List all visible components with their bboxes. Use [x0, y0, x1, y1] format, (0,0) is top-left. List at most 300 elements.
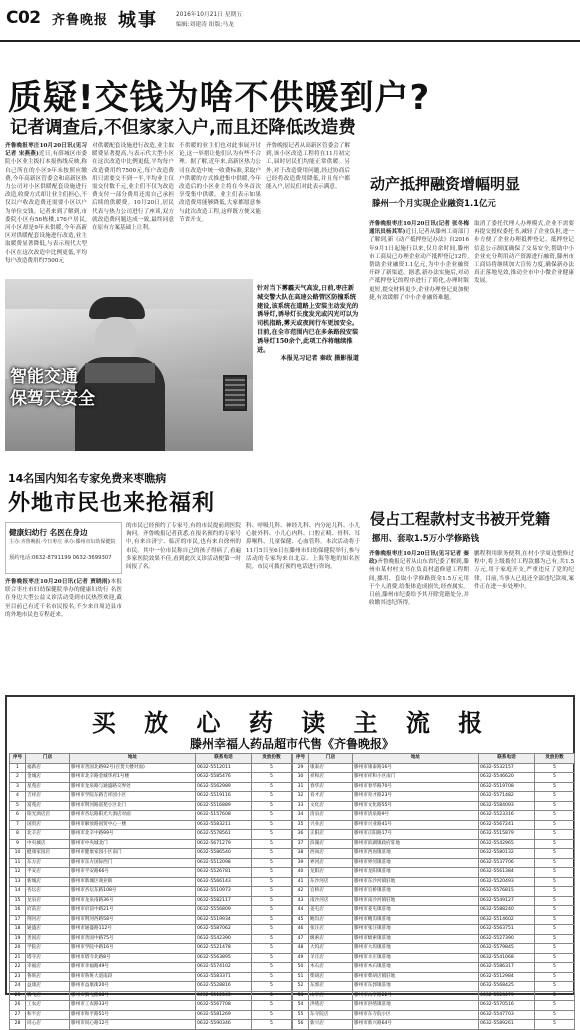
- store-address: 滕州市荆河路富苑小区北门: [70, 801, 196, 811]
- store-count: 5: [252, 887, 292, 897]
- store-row: [293, 934, 575, 944]
- store-count: 5: [252, 839, 292, 849]
- store-address: 滕州市工农路33号: [70, 1001, 196, 1011]
- store-name: 通盛店: [26, 925, 70, 935]
- col-header-count: 发放份数: [535, 754, 575, 764]
- store-row: [293, 877, 575, 887]
- photo-caption-body: 针对当下雾霾天气高发,日前,枣庄新城交警大队在高速公路管区防撞系统建设,该系统在道路上安装主动发光的诱导灯,诱导灯长度发光或闪光可以为司机指路,雾天或夜间行车更加安全。目前,在全市范围内已在多条路段安装诱导灯150余个,此项工作将继续推进。: [257, 285, 359, 354]
- store-count: 5: [535, 896, 575, 906]
- store-name: 新城店: [26, 877, 70, 887]
- store-no: 34: [293, 811, 309, 821]
- store-count: 5: [252, 849, 292, 859]
- store-no: 14: [10, 887, 26, 897]
- right-story1-lead: 齐鲁晚报枣庄10月20日讯(记者 张冬梅 通讯员杨其军): [369, 221, 469, 236]
- pharmacy-ad: [5, 695, 575, 1026]
- store-count: 5: [535, 811, 575, 821]
- store-phone: 0632-5546620: [479, 773, 535, 783]
- store-no: 22: [10, 963, 26, 973]
- store-name: 羊庄店: [309, 953, 353, 963]
- store-phone: 0632-5586317: [479, 963, 535, 973]
- store-no: 12: [10, 868, 26, 878]
- store-no: 47: [293, 934, 309, 944]
- store-no: 33: [293, 801, 309, 811]
- store-row: [293, 868, 575, 878]
- store-row: [10, 915, 292, 925]
- store-name: 龙泉店: [26, 896, 70, 906]
- store-no: 42: [293, 887, 309, 897]
- store-count: 5: [252, 877, 292, 887]
- store-no: 28: [10, 1020, 26, 1030]
- store-count: 5: [535, 763, 575, 773]
- store-phone: 0632-5519708: [479, 782, 535, 792]
- store-name: 东沙河店: [309, 877, 353, 887]
- store-name: 山亭店: [309, 991, 353, 1001]
- store-phone: 0632-5568425: [479, 982, 535, 992]
- store-phone: 0632-5580132: [479, 849, 535, 859]
- store-phone: 0632-5567708: [196, 1001, 252, 1011]
- ad-subtitle: 滕州幸福人药品超市代售《齐鲁晚报》: [189, 737, 394, 751]
- store-phone: 0632-5567241: [479, 820, 535, 830]
- store-name: 东寺院店: [309, 1010, 353, 1020]
- store-row: [10, 1020, 292, 1030]
- col-header-phone: 联系电话: [196, 754, 252, 764]
- store-row: [293, 763, 575, 773]
- store-name: 兴业店: [309, 820, 353, 830]
- store-address: 滕州市祥和小区南门: [353, 773, 479, 783]
- store-address: 滕州市东沙河镇驻地: [353, 877, 479, 887]
- store-name: 官桥店: [309, 887, 353, 897]
- store-count: 5: [535, 944, 575, 954]
- col-header-count: 发放份数: [252, 754, 292, 764]
- store-no: 16: [10, 906, 26, 916]
- store-address: 滕州市山亭路22号: [353, 991, 479, 1001]
- store-no: 10: [10, 849, 26, 859]
- store-no: 40: [293, 868, 309, 878]
- store-address: 滕州市龙泉南路36号: [70, 896, 196, 906]
- store-address: 滕州市张汪镇驻地: [353, 925, 479, 935]
- store-row: [10, 858, 292, 868]
- store-address: 滕州市同心路12号: [70, 1020, 196, 1030]
- event-box-organizer: 主办:齐鲁晚报·今日枣庄 承办:滕州市妇幼保健院: [9, 539, 116, 545]
- store-name: 滨湖店: [309, 839, 353, 849]
- col-header-store: 门店: [309, 754, 353, 764]
- store-no: 9: [10, 839, 26, 849]
- store-no: 25: [10, 991, 26, 1001]
- store-name: 杏坛店: [26, 887, 70, 897]
- store-count: 5: [252, 953, 292, 963]
- store-address: 滕州市学院东路吉祥园小区: [70, 792, 196, 802]
- store-name: 鲁班店: [26, 972, 70, 982]
- store-no: 38: [293, 849, 309, 859]
- store-no: 18: [10, 925, 26, 935]
- store-phone: 0632-5590346: [196, 1020, 252, 1030]
- store-count: 5: [252, 782, 292, 792]
- masthead: [0, 0, 580, 42]
- store-phone: 0632-5532157: [479, 763, 535, 773]
- store-row: [293, 944, 575, 954]
- event-box-title: 健康妇幼行 名医在身边: [9, 528, 88, 537]
- right-story2-col2: 鹏程利用职务便利,在村小学周边整修过程中,将上级拨付工程款挪为己有,共1.5万元,用于家庭开支,严重违反了党的纪律。目前,当事人已退还全部违纪款项,案件正在进一步处理中。: [474, 551, 574, 590]
- store-phone: 0632-5571482: [479, 792, 535, 802]
- store-row: [293, 773, 575, 783]
- store-name: 学院店: [26, 944, 70, 954]
- store-name: 级索店: [309, 934, 353, 944]
- store-count: 5: [252, 1020, 292, 1030]
- store-row: [10, 773, 292, 783]
- store-no: 52: [293, 982, 309, 992]
- store-no: 54: [293, 1001, 309, 1011]
- store-count: 5: [252, 991, 292, 1001]
- store-phone: 0632-5566143: [196, 877, 252, 887]
- photo-big-caption: [10, 366, 95, 410]
- store-phone: 0632-5157608: [196, 811, 252, 821]
- editor-line: 编辑:刘建涛 组版:马龙: [176, 22, 234, 28]
- store-name: 育才店: [309, 792, 353, 802]
- right-story1-subheadline: 滕州一个月实现企业融资1.1亿元: [372, 198, 496, 208]
- store-address: 滕州市柴胡店镇驻地: [353, 972, 479, 982]
- story2-headline: 外地市民也来抢福利: [8, 491, 216, 516]
- story2-col2: 的市民已经预约了专家号,有的市民提前到医院询问。齐鲁晚报记者获悉,在报名预约的专家号中,有来自济宁、临沂的市民,也有来自徐州的市民。其中一位市民称自己的孩子得病了,看遍多家医院效果不佳,看到此次义诊活动便第一时间报了名。: [126, 523, 241, 571]
- store-count: 5: [252, 915, 292, 925]
- store-row: [10, 792, 292, 802]
- store-no: 6: [10, 811, 26, 821]
- store-no: 46: [293, 925, 309, 935]
- store-address: 滕州市北辛路金城华府1号楼: [70, 773, 196, 783]
- store-phone: 0632-5527390: [479, 934, 535, 944]
- store-phone: 0632-5510973: [196, 887, 252, 897]
- store-no: 36: [293, 830, 309, 840]
- store-no: 8: [10, 830, 26, 840]
- store-address: 滕州市学院中路16号: [70, 944, 196, 954]
- store-address: 滕州市杏坛路阳光大酒店对面: [70, 811, 196, 821]
- store-row: [293, 839, 575, 849]
- store-count: 5: [535, 991, 575, 1001]
- store-phone: 0632-5581269: [196, 1010, 252, 1020]
- store-count: 5: [535, 982, 575, 992]
- store-count: 5: [535, 877, 575, 887]
- main-story-col1: [5, 142, 87, 276]
- store-row: [293, 1020, 575, 1030]
- store-count: 5: [535, 773, 575, 783]
- store-phone: 0632-5587062: [196, 925, 252, 935]
- store-address: 滕州市康泰路16号: [353, 763, 479, 773]
- store-no: 7: [10, 820, 26, 830]
- store-count: 5: [252, 934, 292, 944]
- store-no: 37: [293, 839, 309, 849]
- ad-title: 买 放 心 药 读 主 流 报: [91, 709, 493, 737]
- right-story2-col1: [369, 550, 469, 688]
- store-no: 26: [10, 1001, 26, 1011]
- photo-caption: [257, 285, 359, 364]
- store-phone: 0632-5562989: [196, 782, 252, 792]
- store-phone: 0632-5671279: [196, 839, 252, 849]
- store-name: 吉祥店: [26, 792, 70, 802]
- store-name: 福新店: [26, 763, 70, 773]
- store-address: 滕州市级索镇驻地: [353, 934, 479, 944]
- store-row: [10, 811, 292, 821]
- store-no: 19: [10, 934, 26, 944]
- store-count: 5: [535, 820, 575, 830]
- store-row: [10, 1001, 292, 1011]
- store-no: 4: [10, 792, 26, 802]
- store-no: 2: [10, 773, 26, 783]
- store-address: 滕州市平安路66号: [70, 868, 196, 878]
- store-no: 39: [293, 858, 309, 868]
- story2-kicker: 14名国内知名专家免费来枣瞧病: [8, 472, 167, 485]
- store-no: 29: [293, 763, 309, 773]
- store-address: 滕州市文化路55号: [353, 801, 479, 811]
- store-name: 正阳店: [309, 830, 353, 840]
- store-row: [10, 934, 292, 944]
- store-count: 5: [535, 839, 575, 849]
- store-address: 滕州市界河镇驻地: [353, 858, 479, 868]
- store-count: 5: [535, 963, 575, 973]
- store-address: 滕州市新城区商业街: [70, 877, 196, 887]
- store-address: 滕州市腾飞路88号: [70, 991, 196, 1001]
- store-row: [10, 1010, 292, 1020]
- store-row: [293, 906, 575, 916]
- store-phone: 0632-5570516: [479, 1001, 535, 1011]
- store-row: [293, 1001, 575, 1011]
- store-name: 春华店: [309, 782, 353, 792]
- store-address: 滕州市姜屯镇驻地: [353, 906, 479, 916]
- store-address: 滕州市木石镇驻地: [353, 963, 479, 973]
- store-row: [293, 982, 575, 992]
- store-no: 20: [10, 944, 26, 954]
- store-name: 新兴店: [309, 1020, 353, 1030]
- section-name: 城事: [118, 10, 158, 31]
- store-name: 北辛店: [26, 830, 70, 840]
- store-phone: 0632-5579845: [479, 944, 535, 954]
- store-address: 滕州市洪绪镇驻地: [353, 1001, 479, 1011]
- store-count: 5: [535, 830, 575, 840]
- store-row: [10, 944, 292, 954]
- store-count: 5: [535, 1010, 575, 1020]
- store-no: 55: [293, 1010, 309, 1020]
- store-row: [293, 830, 575, 840]
- main-story-col1-text: 近日,有薛城区市委院小区业主拨打本报热线反映,称自己所在的小区9年未按照应缴费,今年高新区管委会和高新区热力公司对小区供暖配套设施进行改造,收费方式却让业主们担心,不仅以户收改造费还需要小区以户为单位交钱。记者来到了解到,市委院小区有56栋楼,176户居民,河小区却是9年未供暖,今年高新区对供暖配套设施进行改造,业主取暖费显著降低,与表示现代大型小区在这次改造中比例更低,平均每户改造费用约7500元: [5, 151, 87, 264]
- store-count: 5: [252, 773, 292, 783]
- store-phone: 0632-5541068: [479, 953, 535, 963]
- store-name: 文化店: [309, 801, 353, 811]
- store-count: 5: [535, 801, 575, 811]
- right-story2-subheadline: 挪用、套取1.5万小学修路钱: [372, 533, 479, 543]
- store-count: 5: [252, 811, 292, 821]
- store-row: [293, 972, 575, 982]
- store-count: 5: [252, 792, 292, 802]
- store-phone: 0632-5523316: [479, 811, 535, 821]
- store-address: 滕州市西岗镇驻地: [353, 849, 479, 859]
- store-address: 滕州市健康家园小区南门: [70, 849, 196, 859]
- store-count: 5: [535, 1020, 575, 1030]
- store-count: 5: [252, 896, 292, 906]
- store-name: 国贸店: [26, 820, 70, 830]
- col-header-address: 地址: [353, 754, 479, 764]
- store-phone: 0632-5586540: [196, 849, 252, 859]
- date-line: 2016年10月21日 星期五: [176, 12, 243, 18]
- store-name: 和平店: [26, 1010, 70, 1020]
- store-name: 康泰店: [309, 763, 353, 773]
- store-count: 5: [535, 925, 575, 935]
- store-count: 5: [252, 944, 292, 954]
- col-header-address: 地址: [70, 754, 196, 764]
- store-name: 鲍沟店: [309, 915, 353, 925]
- store-name: 平安店: [26, 868, 70, 878]
- main-story-col3: 不供暖的业主们也对此事展开讨论,这一举措让他们认为有些不合理。据了解,近年来,高新区热力公司在改造中统一收费标准,采取户户供暖的方式推进集中供暖,今年改造后的小区业主将在今冬首次享受集中供暖。业主们表示如果改造费用能够降低,大家都愿意参与此次改造工程,这样既方便又能节省开支。: [179, 143, 261, 223]
- store-row: [293, 925, 575, 935]
- store-address: 滕州市荆河西路58号: [70, 915, 196, 925]
- main-story-lead: 齐鲁晚报枣庄10月20日讯(见习记者 宋燕燕): [5, 143, 87, 158]
- store-phone: 0632-5576815: [479, 887, 535, 897]
- store-name: 中央城店: [26, 839, 70, 849]
- main-story-col2: 对供暖配套设施进行改造,业主取暖费显著提高,与表示代大型小区在这次改造中比例更低,平均每户改造费用约7500元,每户改造费用只需要交不到一半,平均业主仅需交付数千元,业主们不仅为改造费支付一部分费用还需自己承担后续的供暖费。10月20日,居民代表与热力公司进行了座谈,双方就改造费问题达成一致,最终同意在原有方案基础上让利。: [92, 143, 174, 232]
- store-count: 5: [535, 906, 575, 916]
- store-name: 柴胡店: [309, 972, 353, 982]
- store-count: 5: [535, 868, 575, 878]
- story2-col1-text: 本报联合枣庄市妇幼保健院举办的健康妇幼行 名医在身边大型公益义诊活动受到市民热烈欢迎,截至目前已有近千名市民报名,不少来自周边县市的外地市民也专程赶来。: [5, 579, 122, 618]
- main-headline: 质疑!交钱为啥不供暖到户?: [8, 78, 431, 118]
- store-no: 17: [10, 915, 26, 925]
- store-row: [293, 801, 575, 811]
- store-row: [10, 982, 292, 992]
- col-header-no: 序号: [10, 754, 26, 764]
- store-count: 5: [252, 972, 292, 982]
- photo-big-caption-text: 智能交通 保驾天安全: [10, 367, 95, 409]
- paper-logo: 齐鲁晚报: [52, 13, 109, 28]
- store-address: 滕州市善国北路92号(百货大楼对面): [70, 763, 196, 773]
- store-address: 滕州市塔寺北路8号: [70, 953, 196, 963]
- store-count: 5: [535, 849, 575, 859]
- right-story1-col2: 取消了委托代理人办理模式,企业不需要再提交授权委托书,减轻了企业负担,进一步方便了企业办理抵押登记。抵押登记信息公示制度确保了交易安全,帮助中小企业充分利用动产资源进行融资,滕州市工商局将继续加大宣传力度,确保新办法真正落地见效,推动全市中小微企业健康发展。: [474, 221, 574, 285]
- store-phone: 0632-5512543: [196, 991, 252, 1001]
- store-address: 滕州市育才路23号: [353, 792, 479, 802]
- store-count: 5: [535, 915, 575, 925]
- store-count: 5: [535, 972, 575, 982]
- store-phone: 0632-5563751: [479, 925, 535, 935]
- store-row: [293, 782, 575, 792]
- store-address: 滕州市和平路51号: [70, 1010, 196, 1020]
- store-count: 5: [252, 925, 292, 935]
- store-name: 府前店: [26, 906, 70, 916]
- store-address: 滕州市益康街20号: [70, 982, 196, 992]
- store-no: 48: [293, 944, 309, 954]
- store-phone: 0632-5588240: [479, 906, 535, 916]
- store-phone: 0632-5514602: [479, 915, 535, 925]
- store-no: 30: [293, 773, 309, 783]
- store-count: 5: [252, 868, 292, 878]
- store-row: [293, 792, 575, 802]
- store-row: [10, 906, 292, 916]
- store-table-right: [292, 753, 575, 1030]
- store-name: 金城店: [26, 773, 70, 783]
- store-address: 滕州市清泉路9号: [353, 811, 479, 821]
- store-name: 阳光酒店店: [26, 811, 70, 821]
- store-phone: 0632-5574102: [196, 963, 252, 973]
- store-no: 11: [10, 858, 26, 868]
- store-phone: 0632-5556809: [196, 906, 252, 916]
- store-name: 荆河店: [26, 915, 70, 925]
- store-address: 滕州市正阳路17号: [353, 830, 479, 840]
- store-address: 滕州市通盛路112号: [70, 925, 196, 935]
- store-name: 善国店: [26, 934, 70, 944]
- store-name: 东郭店: [309, 982, 353, 992]
- event-info-box: [5, 522, 122, 574]
- store-row: [293, 915, 575, 925]
- store-name: 西岗店: [309, 849, 353, 859]
- store-count: 5: [535, 858, 575, 868]
- store-name: 木石店: [309, 963, 353, 973]
- store-name: 界河店: [309, 858, 353, 868]
- store-address: 滕州市大坞镇驻地: [353, 944, 479, 954]
- store-name: 洪绪店: [309, 1001, 353, 1011]
- store-name: 富苑店: [26, 801, 70, 811]
- store-phone: 0632-5526781: [196, 868, 252, 878]
- main-story-col4: 齐鲁晚报记者从高新区管委会了解到,该小区改造工程将在11月初完工,届时居民们均能正常供暖。另外,对于改造费用问题,经过协商后已经将改造费用降低,并且每户都能入户,居民们对此表示满意。: [266, 143, 350, 191]
- store-no: 49: [293, 953, 309, 963]
- store-name: 龙阳店: [309, 868, 353, 878]
- store-phone: 0632-5528816: [196, 982, 252, 992]
- store-no: 41: [293, 877, 309, 887]
- store-no: 5: [10, 801, 26, 811]
- store-row: [10, 849, 292, 859]
- store-count: 5: [252, 963, 292, 973]
- store-phone: 0632-5561384: [479, 868, 535, 878]
- store-no: 44: [293, 906, 309, 916]
- store-address: 滕州市官桥镇驻地: [353, 887, 479, 897]
- store-count: 5: [535, 1001, 575, 1011]
- store-name: 祥和店: [309, 773, 353, 783]
- store-row: [293, 953, 575, 963]
- store-phone: 0632-5515879: [479, 830, 535, 840]
- store-row: [10, 963, 292, 973]
- store-row: [10, 925, 292, 935]
- store-row: [10, 887, 292, 897]
- store-address: 滕州市杏坛东路108号: [70, 887, 196, 897]
- store-phone: 0632-5589261: [479, 1020, 535, 1030]
- col-header-phone: 联系电话: [479, 754, 535, 764]
- store-row: [10, 972, 292, 982]
- store-no: 21: [10, 953, 26, 963]
- store-row: [293, 887, 575, 897]
- store-row: [10, 839, 292, 849]
- store-table-left: [9, 753, 292, 1030]
- store-address: 滕州市解放路国贸中心一楼: [70, 820, 196, 830]
- store-count: 5: [252, 1010, 292, 1020]
- store-no: 56: [293, 1020, 309, 1030]
- store-address: 滕州市春华路70号: [353, 782, 479, 792]
- store-row: [10, 877, 292, 887]
- store-name: 星苑店: [26, 782, 70, 792]
- store-no: 31: [293, 782, 309, 792]
- store-address: 滕州市羊庄镇驻地: [353, 953, 479, 963]
- store-row: [10, 820, 292, 830]
- store-no: 35: [293, 820, 309, 830]
- store-count: 5: [252, 982, 292, 992]
- store-address: 滕州市新兴路64号: [353, 1020, 479, 1030]
- store-phone: 0632-5521478: [196, 944, 252, 954]
- store-count: 5: [252, 801, 292, 811]
- right-story2-headline: 侵占工程款村支书被开党籍: [370, 510, 551, 528]
- store-name: 姜屯店: [309, 906, 353, 916]
- store-row: [293, 849, 575, 859]
- store-phone: 0632-5578561: [196, 830, 252, 840]
- store-row: [293, 963, 575, 973]
- store-count: 5: [535, 887, 575, 897]
- store-no: 32: [293, 792, 309, 802]
- store-name: 健康家园店: [26, 849, 70, 859]
- store-address: 滕州市幸福路49号: [70, 963, 196, 973]
- col-header-no: 序号: [293, 754, 309, 764]
